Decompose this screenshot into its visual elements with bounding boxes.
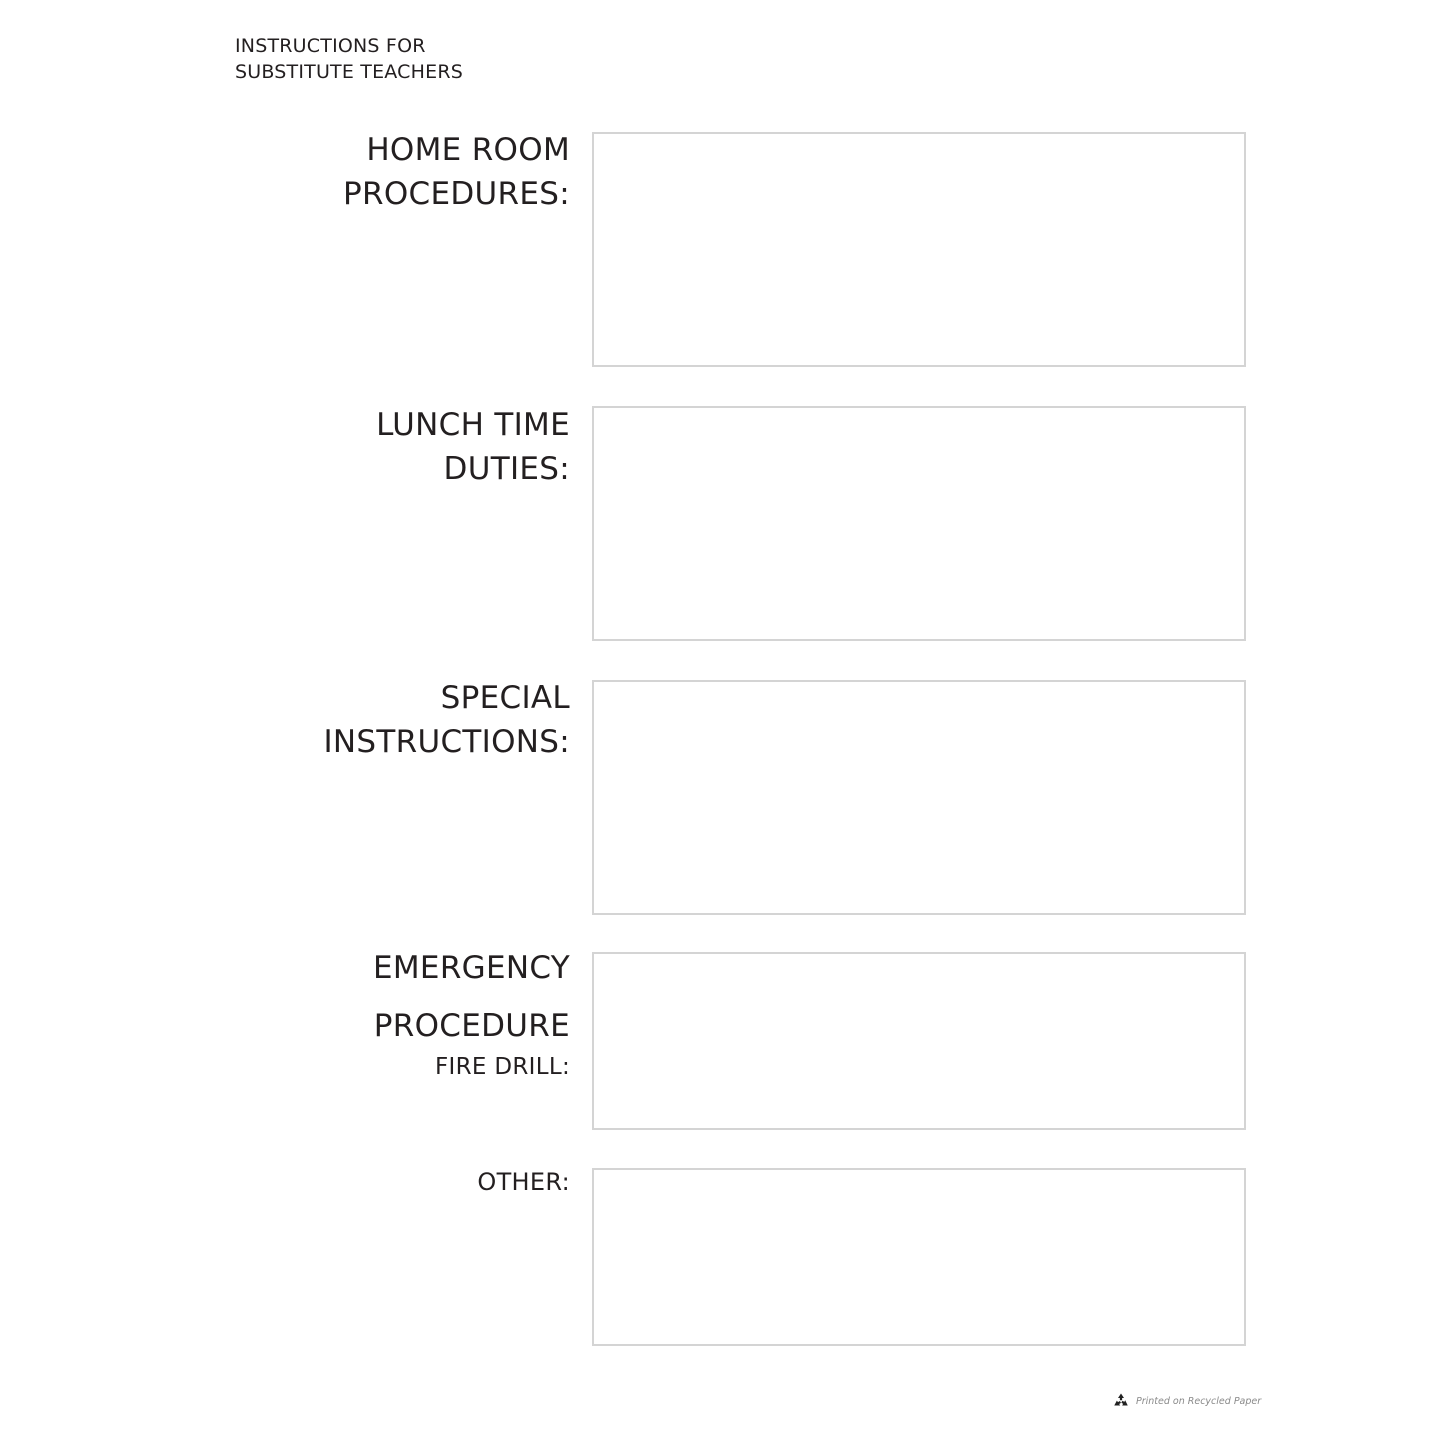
label-line: OTHER:	[477, 1168, 570, 1196]
lunch-time-label	[376, 403, 570, 491]
home-room-label	[343, 128, 570, 216]
other-label	[477, 1167, 570, 1197]
form-title-line-1: INSTRUCTIONS FOR	[235, 35, 426, 57]
form-title-line-2: SUBSTITUTE TEACHERS	[235, 61, 463, 83]
recycle-icon	[1112, 1392, 1130, 1410]
label-line: DUTIES:	[443, 451, 570, 487]
special-instructions-label	[323, 676, 570, 764]
emergency-procedure-field[interactable]	[592, 952, 1246, 1130]
label-line: PROCEDURES:	[343, 176, 570, 212]
label-line: EMERGENCY	[373, 950, 570, 986]
other-field[interactable]	[592, 1168, 1246, 1346]
home-room-field[interactable]	[592, 132, 1246, 367]
label-line: LUNCH TIME	[376, 407, 570, 443]
form-title	[235, 33, 463, 85]
recycled-paper-text: Printed on Recycled Paper	[1136, 1395, 1262, 1407]
label-line: HOME ROOM	[366, 132, 570, 168]
lunch-time-field[interactable]	[592, 406, 1246, 641]
label-subline: FIRE DRILL:	[435, 1054, 570, 1080]
special-instructions-field[interactable]	[592, 680, 1246, 915]
label-line: INSTRUCTIONS:	[323, 724, 570, 760]
footer	[1112, 1392, 1261, 1410]
label-line: PROCEDURE	[373, 1008, 570, 1044]
label-line: SPECIAL	[440, 680, 570, 716]
emergency-procedure-label	[373, 946, 570, 1082]
